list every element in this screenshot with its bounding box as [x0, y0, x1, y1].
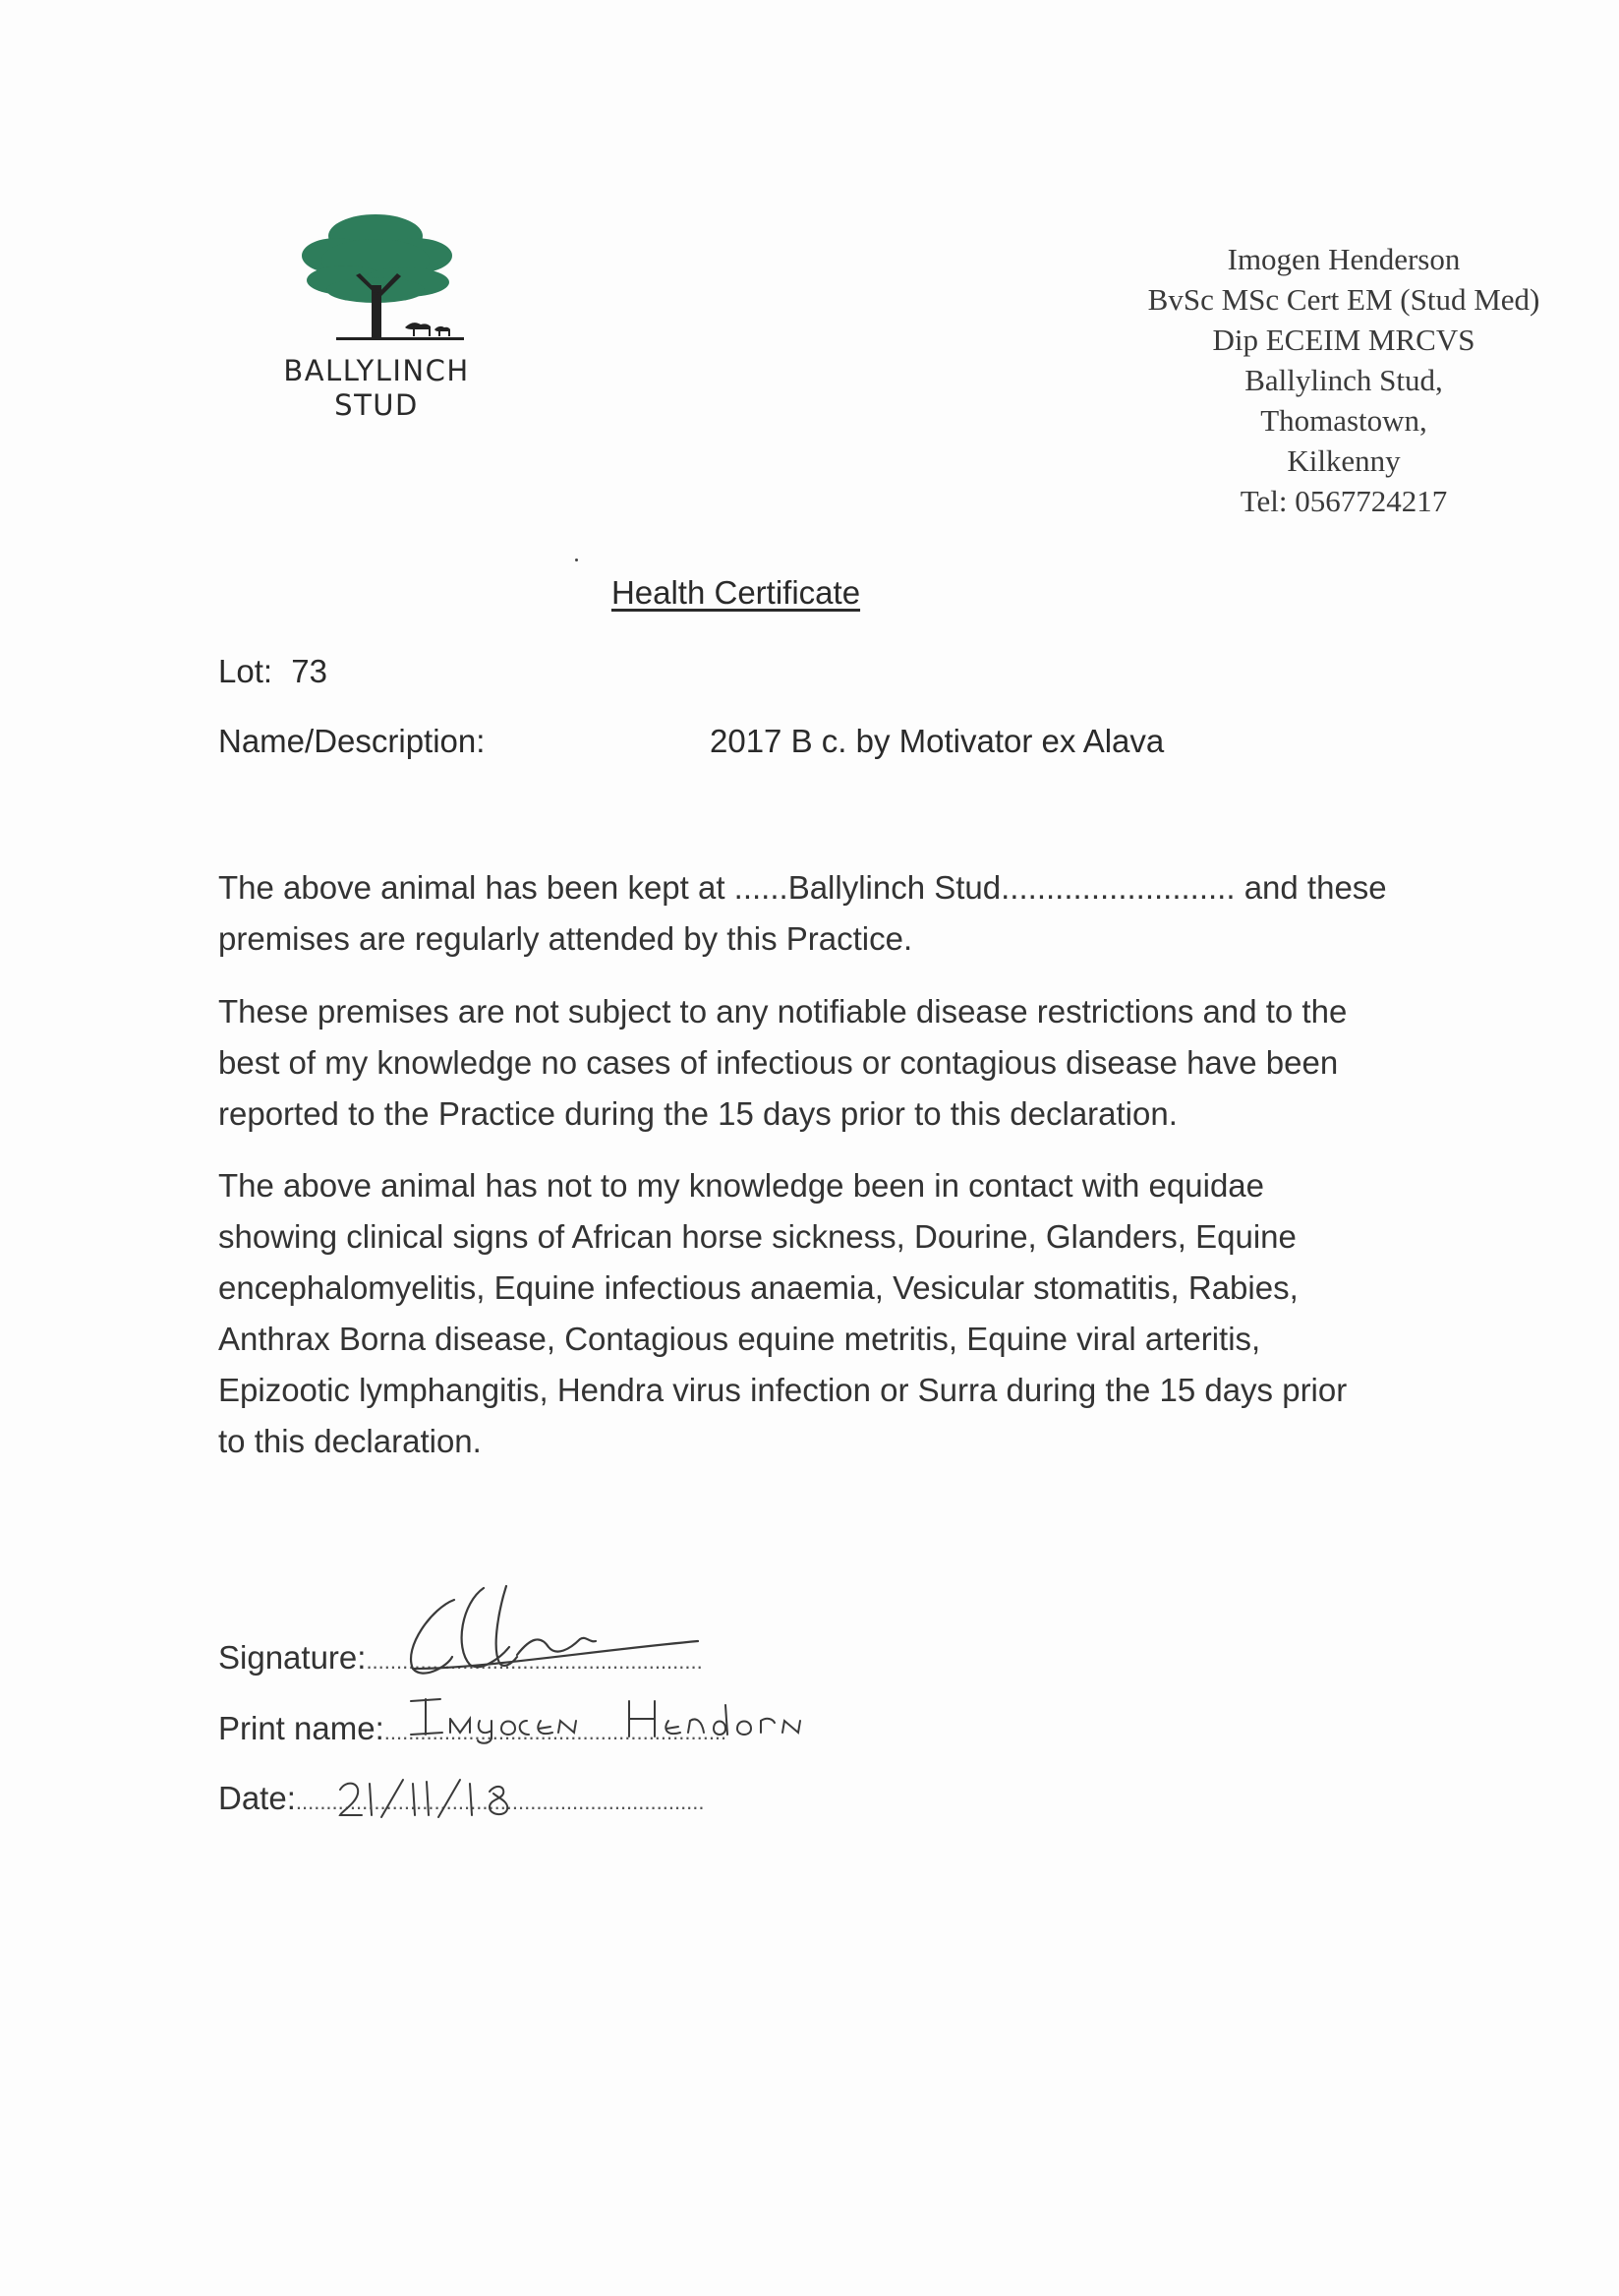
paragraph-line: encephalomyelitis, Equine infectious anaemia, Vesicular stomatitis, Rabies, — [218, 1269, 1299, 1306]
paragraph-line: These premises are not subject to any notifiable disease restrictions and to the — [218, 993, 1348, 1030]
vet-qualifications-2: Dip ECEIM MRCVS — [1212, 323, 1475, 357]
ballylinch-logo — [263, 202, 490, 422]
date-dotted-line: .................................................................... — [295, 1790, 705, 1814]
print-name-label: Print name: — [218, 1710, 384, 1746]
lot-value: 73 — [291, 653, 327, 689]
vet-address-line3: Kilkenny — [1287, 443, 1401, 478]
handwritten-signature — [393, 1578, 708, 1686]
paragraph-line: to this declaration. — [218, 1423, 482, 1459]
lot-label: Lot: — [218, 653, 273, 689]
restrictions-paragraph — [218, 986, 1447, 1140]
description-label: Name/Description: — [218, 723, 486, 759]
vet-address-line1: Ballylinch Stud, — [1244, 363, 1443, 397]
handwritten-date — [332, 1770, 568, 1829]
vet-telephone: Tel: 0567724217 — [1240, 484, 1448, 518]
paragraph-line: The above animal has been kept at ......Ballylinch Stud.......................... and these — [218, 869, 1387, 906]
paragraph-line: showing clinical signs of African horse sickness, Dourine, Glanders, Equine — [218, 1218, 1297, 1255]
logo-text-line1: BALLYLINCH — [283, 354, 470, 387]
vet-address-line2: Thomastown, — [1260, 403, 1427, 438]
contact-paragraph — [218, 1160, 1447, 1467]
paragraph-line: Epizootic lymphangitis, Hendra virus infection or Surra during the 15 days prior — [218, 1372, 1348, 1408]
lot-row — [218, 653, 327, 690]
certificate-title — [0, 574, 1619, 612]
paragraph-line: best of my knowledge no cases of infectious or contagious disease have been — [218, 1044, 1339, 1081]
stray-mark — [575, 559, 578, 561]
paragraph-line: premises are regularly attended by this Practice. — [218, 920, 913, 957]
print-name-dotted-line: ......................................................... — [383, 1720, 727, 1744]
date-label: Date: — [218, 1780, 296, 1816]
signature-label: Signature: — [218, 1639, 367, 1676]
paragraph-line: The above animal has not to my knowledge been in contact with equidae — [218, 1167, 1265, 1204]
certificate-title-text: Health Certificate — [610, 574, 861, 611]
vet-name: Imogen Henderson — [1227, 242, 1461, 276]
vet-address-block — [1088, 239, 1599, 521]
logo-text-line2: STUD — [334, 388, 419, 422]
premises-paragraph — [218, 862, 1447, 965]
signature-dotted-line: ........................................................ — [366, 1649, 703, 1674]
vet-qualifications: BvSc MSc Cert EM (Stud Med) — [1147, 282, 1540, 317]
description-value: 2017 B c. by Motivator ex Alava — [710, 723, 1165, 759]
paragraph-line: Anthrax Borna disease, Contagious equine metritis, Equine viral arteritis, — [218, 1321, 1261, 1357]
handwritten-print-name — [401, 1689, 873, 1748]
tree-logo-icon — [277, 202, 474, 349]
paragraph-line: reported to the Practice during the 15 days prior to this declaration. — [218, 1095, 1178, 1132]
